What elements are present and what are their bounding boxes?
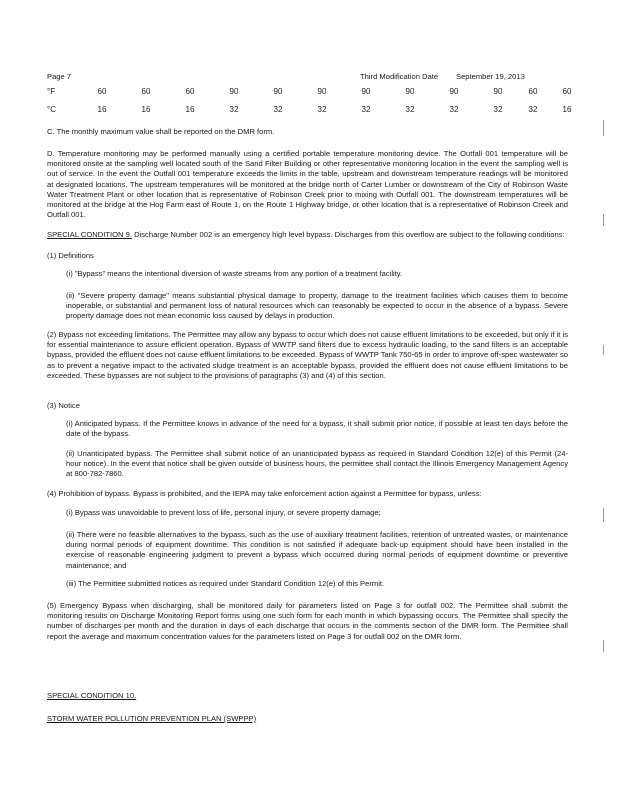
- fahrenheit-value: 60: [141, 87, 151, 96]
- special-condition-9-text: Discharge Number 002 is an emergency high level bypass. Discharges from this overflow are subject to the following conditions:: [134, 230, 565, 239]
- celsius-value: 32: [273, 105, 283, 114]
- celsius-value: 32: [493, 105, 503, 114]
- prohibition-condition-i: (i) Bypass was unavoidable to prevent loss of life, personal injury, or severe property damage;: [66, 508, 381, 517]
- fahrenheit-value: 90: [317, 87, 327, 96]
- celsius-value: 32: [361, 105, 371, 114]
- modification-label: Third Modification Date: [360, 72, 439, 81]
- bypass-not-exceeding-limitations: (2) Bypass not exceeding limitations. The Permittee may allow any bypass to occur which does not cause effluent limitations to be exceeded, but only if it is for essential maintenance to assure efficient operation. Bypass of WWTP sand filters due to excess hydraulic loading, to the sand filters is an acceptable bypass, provided the effluent does not cause effluent limitations to be exceeded. Bypass of WWTP Tank 750-65 in order to improve off-spec wastewater so as to prevent a negative impact to the activated sludge treatment is an acceptable bypass, provided the effluent does not cause effluent limitations to be exceeded. These bypasses are not subject to the provisions of paragraphs (3) and (4) of this section.: [47, 330, 569, 380]
- celsius-label: °C: [47, 105, 56, 114]
- celsius-value: 16: [562, 105, 572, 114]
- definition-bypass: (i) "Bypass" means the intentional diversion of waste streams from any portion of a treatment facility.: [66, 269, 403, 278]
- scan-edge-mark: [603, 640, 604, 652]
- page-number: Page 7: [47, 72, 72, 81]
- anticipated-bypass: (i) Anticipated bypass. If the Permittee knows in advance of the need for a bypass, it shall submit prior notice, if possible at least ten days before the date of the bypass.: [66, 419, 568, 439]
- fahrenheit-value: 90: [273, 87, 283, 96]
- special-condition-10-heading: SPECIAL CONDITION 10.: [47, 691, 137, 700]
- celsius-value: 32: [405, 105, 415, 114]
- fahrenheit-value: 90: [361, 87, 371, 96]
- scan-edge-mark: [603, 508, 604, 522]
- celsius-value: 16: [141, 105, 151, 114]
- definition-severe-property-damage: (ii) "Severe property damage" means substantial physical damage to property, damage to the treatment facilities which causes them to become inoperable, or substantial and permanent loss of natural resources which can reasonably be expected to occur in the absence of a bypass. Severe property damage does not mean economic loss caused by delays in production.: [66, 291, 568, 321]
- emergency-bypass-monitoring: (5) Emergency Bypass when discharging, shall be monitored daily for parameters listed on Page 3 for outfall 002. The Permittee shall submit the monitoring results on Discharge Monitoring Report forms using one such form for each month in which bypassing occurs. The Permittee shall specify the number of discharges per month and the duration in days of each discharge that occurs in the comments section of the DMR form. The Permittee shall report the average and maximum concentration values for the parameters listed on Page 3 for outfall 002 on the DMR form.: [47, 601, 568, 641]
- scan-edge-mark: [603, 120, 604, 136]
- prohibition-of-bypass: (4) Prohibition of bypass. Bypass is prohibited, and the IEPA may take enforcement action against a Permittee for bypass, unless:: [47, 489, 482, 498]
- unanticipated-bypass: (ii) Unanticipated bypass. The Permittee shall submit notice of an unanticipated bypass as required in Standard Condition 12(e) of this Permit (24-hour notice). In the event that notice shall be given outside of business hours, the permittee shall contact the Illinois Emergency Management Agency at 800-782-7860.: [66, 449, 568, 479]
- section-d-paragraph: D. Temperature monitoring may be performed manually using a certified portable temperature monitoring device. The Outfall 001 temperature will be monitored onsite at the sampling well located south of the Sand Filter Building or other representative monitoring location in the event the sampling well is out of service. In the event the Outfall 001 temperature exceeds the limits in the table, upstream and downstream temperature readings will be monitored at designated locations. The upstream temperatures will be monitored at the bridge north of Carter Lumber or downstream of the City of Robinson Waste Water Treatment Plant or other location that is representative of Robinson Creek prior to mixing with Outfall 001. The downstream temperatures will be monitored at the bridge at the Hog Farm east of Route 1, on the Route 1 Highway bridge, or other location that is a representative of Robinson Creek and Outfall 001.: [47, 149, 568, 220]
- fahrenheit-value: 90: [493, 87, 503, 96]
- definitions-heading: (1) Definitions: [47, 251, 94, 260]
- fahrenheit-value: 90: [405, 87, 415, 96]
- swppp-heading: STORM WATER POLLUTION PREVENTION PLAN (SWPPP): [47, 714, 257, 723]
- celsius-value: 32: [229, 105, 239, 114]
- fahrenheit-value: 60: [562, 87, 572, 96]
- celsius-value: 32: [528, 105, 538, 114]
- section-c-paragraph: C. The monthly maximum value shall be reported on the DMR form.: [47, 127, 275, 136]
- fahrenheit-value: 90: [229, 87, 239, 96]
- celsius-row: [47, 105, 572, 117]
- fahrenheit-value: 60: [97, 87, 107, 96]
- prohibition-condition-iii: (iii) The Permittee submitted notices as required under Standard Condition 12(e) of this Permit.: [66, 579, 385, 588]
- fahrenheit-row: [47, 87, 572, 99]
- fahrenheit-value: 60: [528, 87, 538, 96]
- special-condition-9-intro: [47, 230, 568, 240]
- scan-edge-mark: [603, 214, 604, 226]
- special-condition-9-heading: SPECIAL CONDITION 9.: [47, 230, 132, 239]
- celsius-value: 16: [185, 105, 195, 114]
- celsius-value: 16: [97, 105, 107, 114]
- fahrenheit-label: °F: [47, 87, 56, 96]
- celsius-value: 32: [449, 105, 459, 114]
- prohibition-condition-ii: (ii) There were no feasible alternatives to the bypass, such as the use of auxiliary treatment facilities, retention of untreated wastes, or maintenance during normal periods of equipment downtime. This condition is not satisfied if adequate back-up equipment should have been installed in the exercise of reasonable engineering judgment to prevent a bypass which occurred during normal periods of equipment downtime or preventive maintenance; and: [66, 530, 568, 570]
- celsius-value: 32: [317, 105, 327, 114]
- modification-date: September 19, 2013: [456, 72, 525, 81]
- notice-heading: (3) Notice: [47, 401, 80, 410]
- fahrenheit-value: 60: [185, 87, 195, 96]
- fahrenheit-value: 90: [449, 87, 459, 96]
- scan-edge-mark: [603, 345, 604, 355]
